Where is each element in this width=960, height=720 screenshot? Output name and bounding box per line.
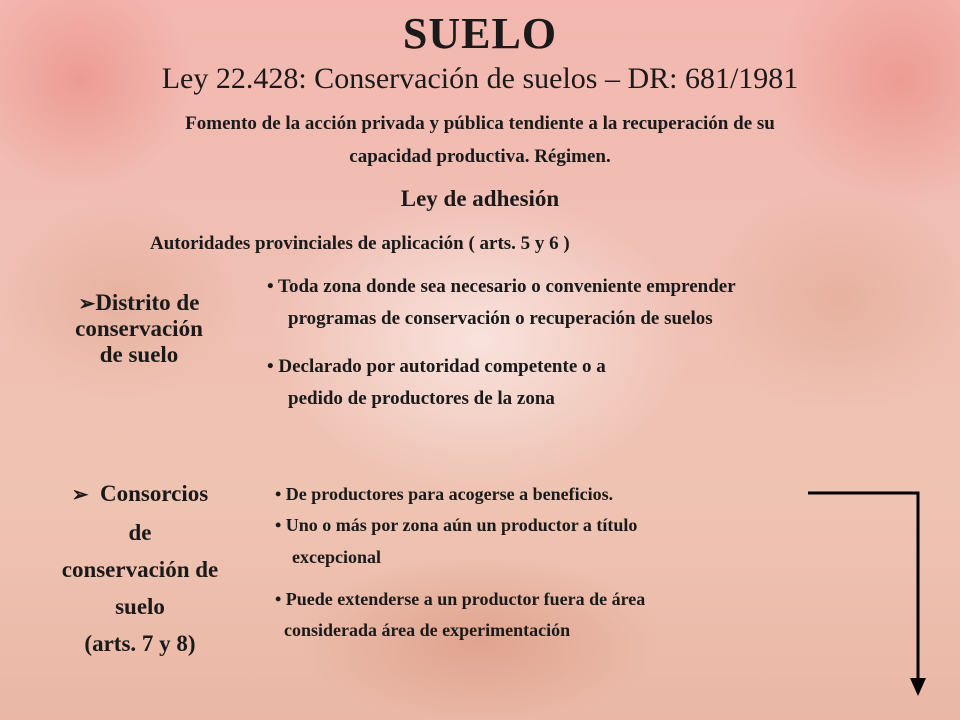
consorcios-heading-line-2: de — [128, 520, 152, 545]
arrow-bullet-icon: ➢ — [78, 293, 96, 315]
description-line-1: Fomento de la acción privada y pública tendiente a la recuperación de su — [185, 113, 775, 134]
autoridades-text: Autoridades provinciales de aplicación ( arts. 5 y 6 ) — [150, 233, 570, 254]
consorcios-heading-line-1: Consorcios — [100, 481, 209, 506]
distrito-heading-line-3: de suelo — [99, 342, 179, 367]
distrito-heading-line-1: Distrito de — [95, 290, 200, 315]
distrito-bullet-2-line-1: • Declarado por autoridad competente o a — [267, 356, 606, 377]
arrow-bullet-icon: ➢ — [71, 484, 89, 506]
distrito-heading-line-2: conservación — [75, 316, 203, 341]
consorcios-bullet-2-line-1: • Uno o más por zona aún un productor a título — [275, 515, 638, 535]
consorcios-heading-line-4: suelo — [115, 594, 165, 619]
consorcios-bullet-3-line-1: • Puede extenderse a un productor fuera de área — [275, 589, 646, 609]
distrito-bullet-2-line-2: pedido de productores de la zona — [288, 388, 555, 409]
consorcios-heading-line-5: (arts. 7 y 8) — [84, 631, 196, 656]
distrito-bullet-1-line-1: • Toda zona donde sea necesario o conveniente emprender — [267, 276, 736, 297]
adhesion-heading: Ley de adhesión — [400, 186, 560, 211]
slide-subtitle: Ley 22.428: Conservación de suelos – DR: 681/1981 — [161, 62, 799, 95]
distrito-bullet-1-line-2: programas de conservación o recuperación de suelos — [288, 308, 713, 329]
consorcios-heading-line-3: conservación de — [61, 557, 219, 582]
consorcios-bullet-3-line-2: considerada área de experimentación — [284, 620, 571, 640]
consorcios-bullet-1-line-1: • De productores para acogerse a beneficios. — [275, 484, 614, 504]
consorcios-bullet-2-line-2: excepcional — [292, 547, 381, 567]
slide-title: SUELO — [402, 9, 558, 58]
description-line-2: capacidad productiva. Régimen. — [349, 146, 611, 167]
